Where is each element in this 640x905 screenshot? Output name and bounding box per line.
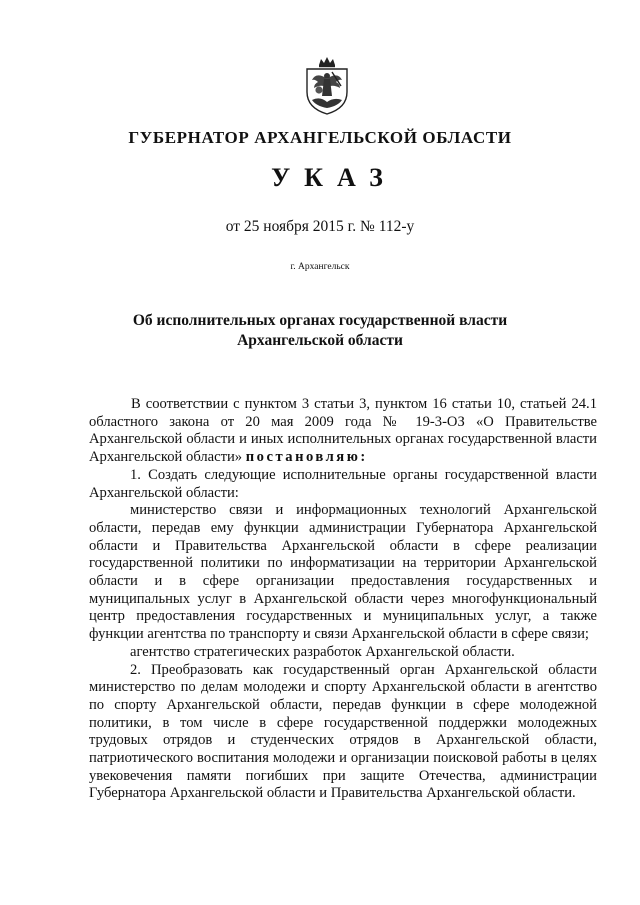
document-type: УКАЗ (271, 163, 397, 192)
document-date-number: от 25 ноября 2015 г. № 112-у (225, 218, 415, 235)
item-1-agency-strategic: агентство стратегических разработок Архангельской области. (130, 643, 515, 660)
issuing-authority: ГУБЕРНАТОР АРХАНГЕЛЬСКОЙ ОБЛАСТИ (128, 128, 512, 147)
item-1-intro: 1. Создать следующие исполнительные органы государственной власти Архангельской области: (89, 466, 597, 501)
document-body (89, 396, 597, 803)
item-1-ministry-communications: министерство связи и информационных технологий Архангельской области, передав ему функции администрации Губернатора Архангельской области и Правительства Архангельской области в сфере реализации государственной политики по информатизации на территории Архангельской области и в сфере организации предоставления государственных и муниципальных услуг в Архангельской области через многофункциональный центр предоставления государственных и муниципальных услуг, а также функции агентства по транспорту и связи Архангельской области в сфере связи; (89, 502, 597, 643)
document-title-line-1: Об исполнительных органах государственной власти (132, 312, 508, 329)
decree-word: постановляю (245, 449, 361, 466)
document-title (0, 311, 640, 351)
item-2-paragraph: 2. Преобразовать как государственный орган Архангельской области министерство по делам молодежи и спорту Архангельской области в агентство по спорту Архангельской области, передав функции в сфере молодежной политики, в том числе в сфере государственной поддержки молодежных трудовых отрядов и студенческих отрядов в Архангельской области, патриотического воспитания молодежи и организации поисковой работы в целях увековечения памяти погибших при защите Отечества, администрации Губернатора Архангельской области и Правительства Архангельской области. (89, 661, 597, 802)
preamble-text: В соответствии с пунктом 3 статьи 3, пунктом 16 статьи 10, статьей 24.1 областного закона от 20 мая 2009 года № 19-3-ОЗ «О Правительстве Архангельской области и иных исполнительных органах государственной власти Архангельской области» (89, 396, 597, 466)
document-title-line-2: Архангельской области (237, 332, 403, 349)
preamble-paragraph: В соответствии с пунктом 3 статьи 3, пунктом 16 статьи 10, статьей 24.1 областного закона от 20 мая 2009 года № 19-3-ОЗ «О Правительстве Архангельской области и иных исполнительных органах государственной власти Архангельской области» постановляю: (89, 396, 597, 466)
coat-of-arms-icon (302, 56, 352, 116)
document-city: г. Архангельск (290, 262, 350, 272)
